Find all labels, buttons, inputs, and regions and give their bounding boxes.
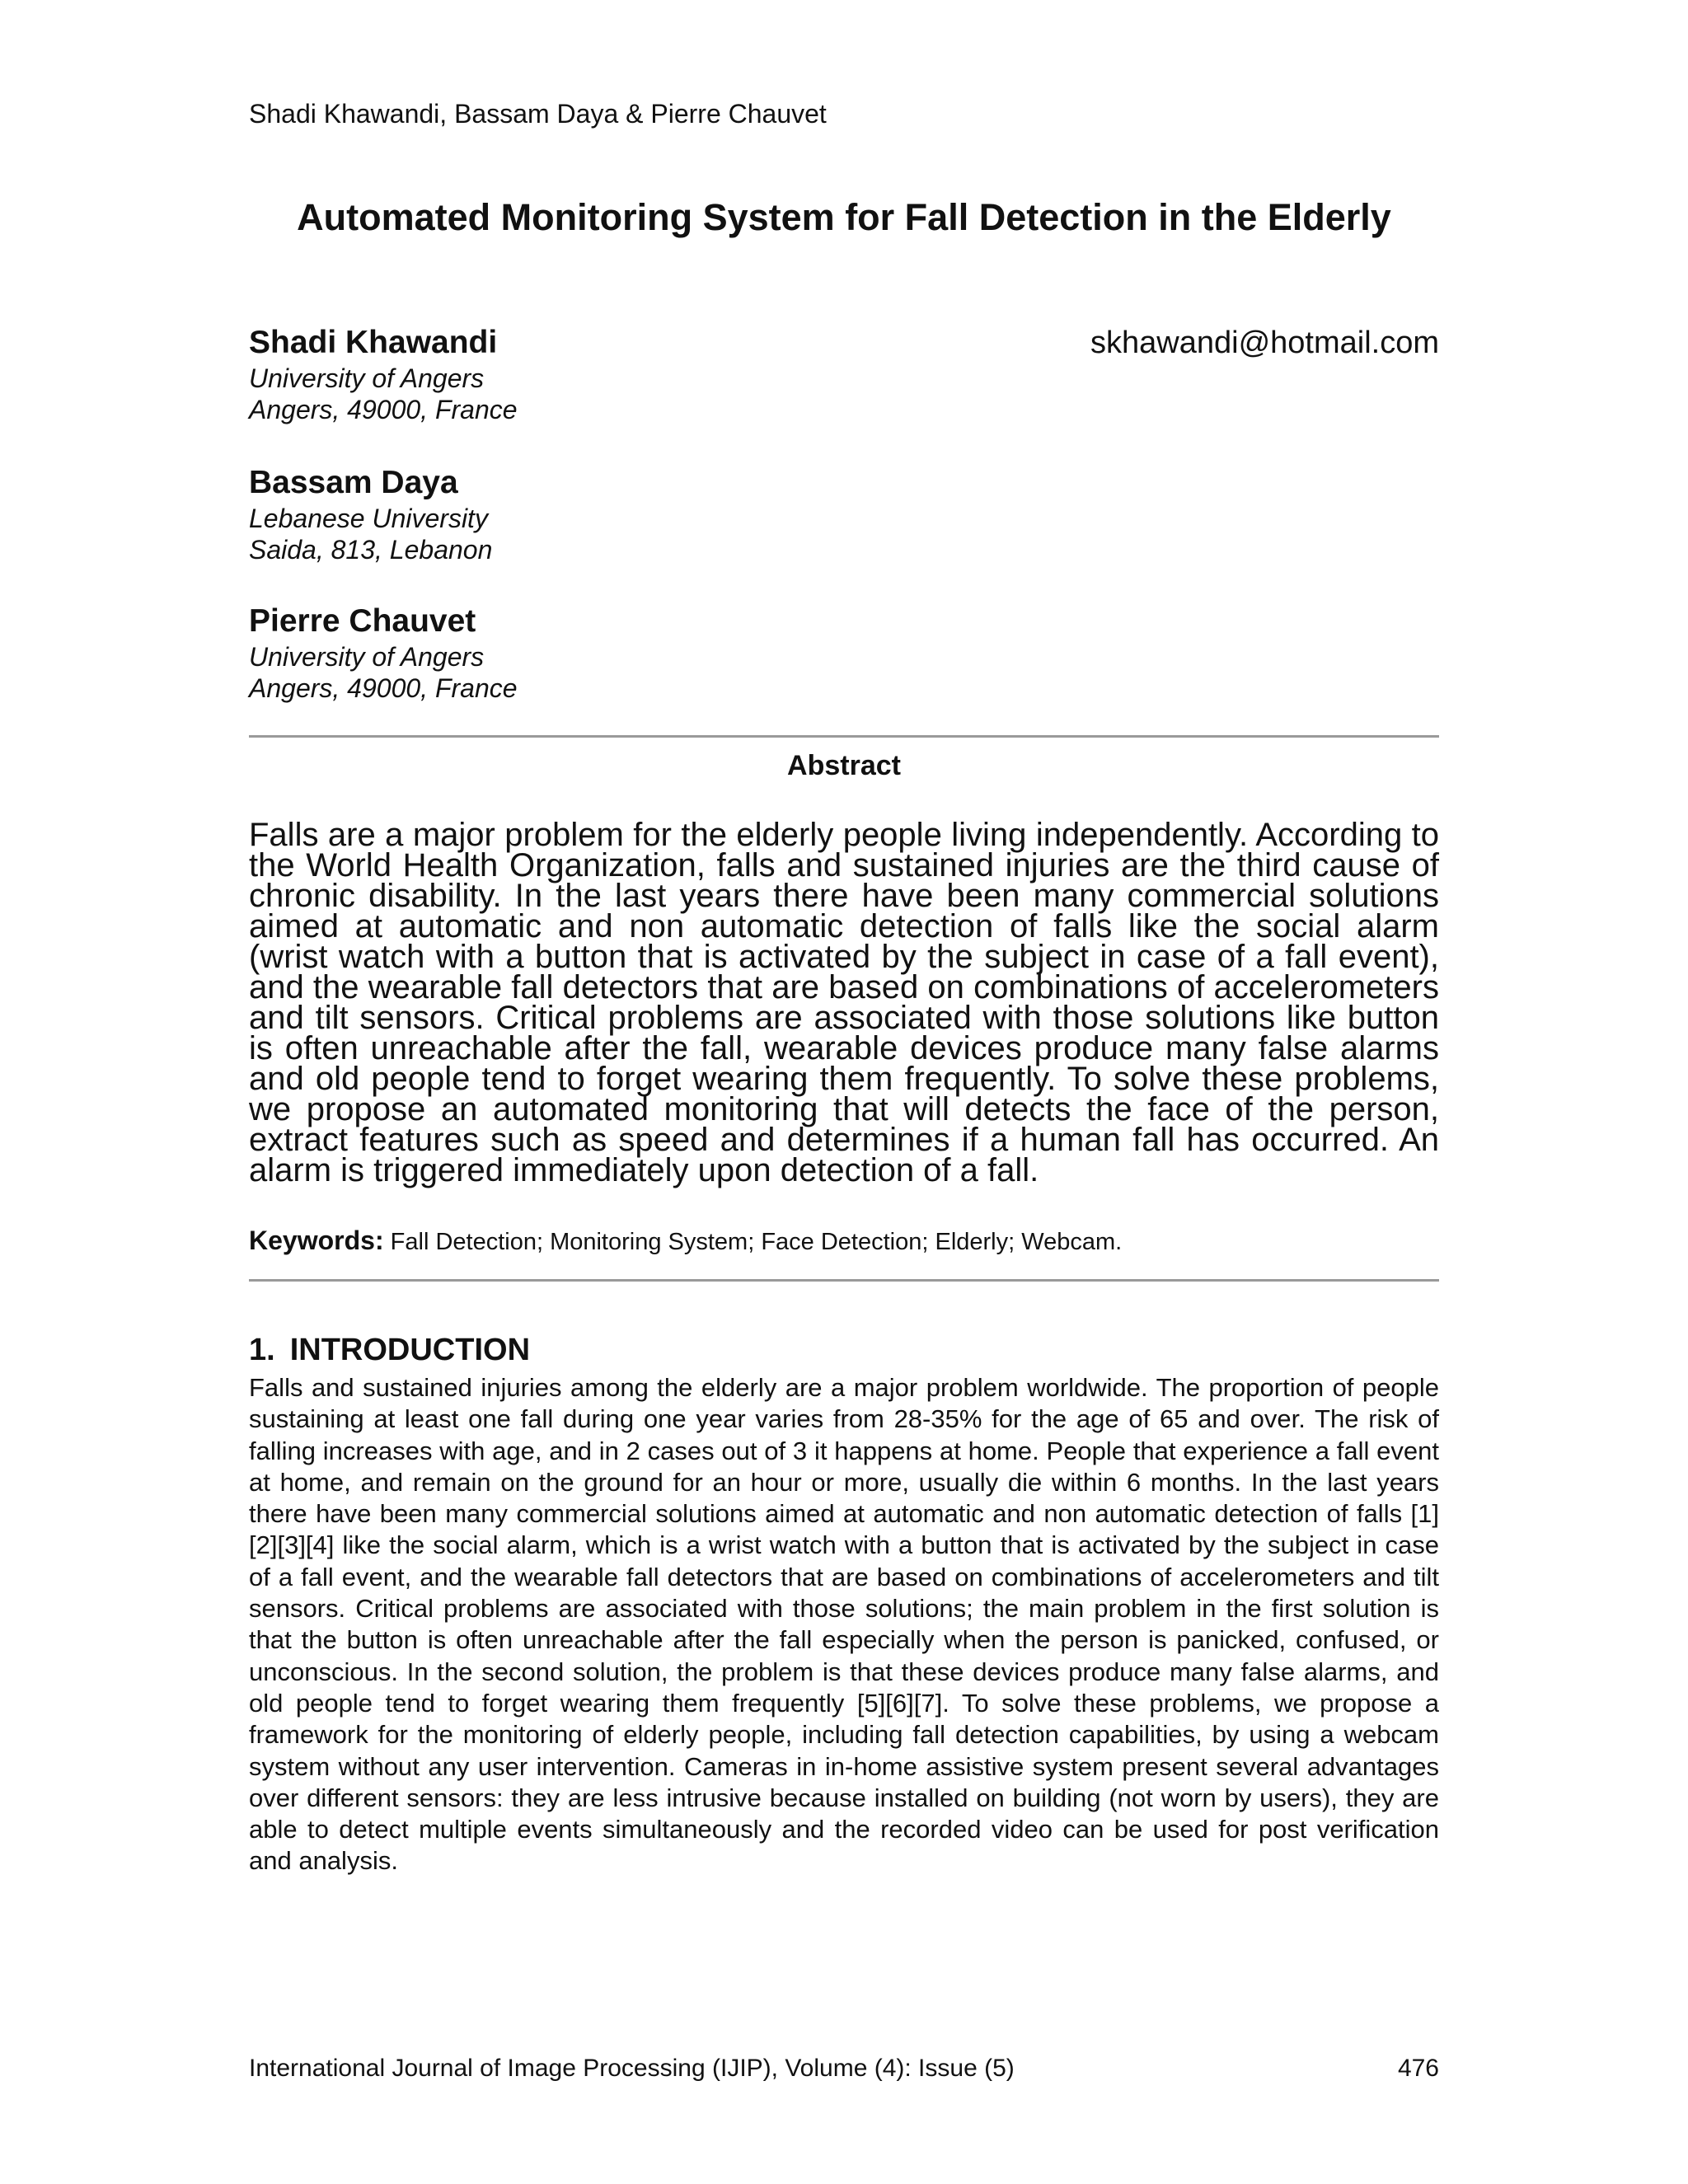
author-name: Bassam Daya — [249, 465, 458, 500]
section-title: INTRODUCTION — [289, 1333, 531, 1367]
page-footer — [249, 2052, 1439, 2085]
author-name: Shadi Khawandi — [249, 325, 498, 360]
footer-journal: International Journal of Image Processing (IJIP), Volume (4): Issue (5) — [249, 2055, 1015, 2082]
abstract-bottom-rule — [249, 1279, 1439, 1282]
keywords-text: Fall Detection; Monitoring System; Face Detection; Elderly; Webcam. — [390, 1229, 1123, 1255]
abstract-text: Falls are a major problem for the elderly people living independently. According to the World Health Organization, falls and sustained injuries are the third cause of chronic disability. In the last years there have been many commercial solutions aimed at automatic and non automatic detection of falls like the social alarm (wrist watch with a button that is activated by the subject in case of a fall event), and the wearable fall detectors that are based on combinations of accelerometers and tilt sensors. Critical problems are associated with those solutions like button is often unreachable after the fall, wearable devices produce many false alarms and old people tend to forget wearing them frequently. To solve these problems, we propose an automated monitoring that will detects the face of the person, extract features such as speed and determines if a human fall has occurred. An alarm is triggered immediately upon detection of a fall. — [249, 817, 1439, 1188]
abstract-heading: Abstract — [787, 750, 901, 781]
author-email[interactable]: skhawandi@hotmail.com — [1090, 326, 1439, 360]
author-block-2 — [249, 463, 1439, 565]
author-block-3 — [249, 602, 1439, 704]
abstract-top-rule — [249, 735, 1439, 738]
author-address: Saida, 813, Lebanon — [249, 535, 493, 565]
section-heading-introduction — [249, 1330, 530, 1370]
author-address: Angers, 49000, France — [249, 673, 518, 703]
author-affiliation: University of Angers — [249, 642, 485, 672]
running-head: Shadi Khawandi, Bassam Daya & Pierre Chauvet — [249, 99, 827, 129]
author-affiliation: University of Angers — [249, 363, 485, 393]
section-number: 1. — [249, 1333, 275, 1367]
author-name: Pierre Chauvet — [249, 603, 476, 639]
keywords — [249, 1225, 1439, 1258]
paper-title: Automated Monitoring System for Fall Detection in the Elderly — [297, 196, 1391, 238]
author-address: Angers, 49000, France — [249, 395, 518, 424]
introduction-text: Falls and sustained injuries among the elderly are a major problem worldwide. The proportion of people sustaining at least one fall during one year varies from 28-35% for the age of 65 and over. The risk of falling increases with age, and in 2 cases out of 3 it happens at home. People that experience a fall event at home, and remain on the ground for an hour or more, usually die within 6 months. In the last years there have been many commercial solutions aimed at automatic and non automatic detection of falls [1][2][3][4] like the social alarm, which is a wrist watch with a button that is activated by the subject in case of a fall event, and the wearable fall detectors that are based on combinations of accelerometers and tilt sensors. Critical problems are associated with those solutions; the main problem in the first solution is that the button is often unreachable after the fall especially when the person is panicked, confused, or unconscious. In the second solution, the problem is that these devices produce many false alarms, and old people tend to forget wearing them frequently [5][6][7]. To solve these problems, we propose a framework for the monitoring of elderly people, including fall detection capabilities, by using a webcam system without any user intervention. Cameras in in-home assistive system present several advantages over different sensors: they are less intrusive because installed on building (not worn by users), they are able to detect multiple events simultaneously and the recorded video can be used for post verification and analysis. — [249, 1373, 1439, 1876]
author-affiliation: Lebanese University — [249, 504, 488, 533]
page-number: 476 — [1397, 2055, 1439, 2082]
author-block-1 — [249, 323, 1439, 425]
keywords-label: Keywords: — [249, 1226, 384, 1255]
